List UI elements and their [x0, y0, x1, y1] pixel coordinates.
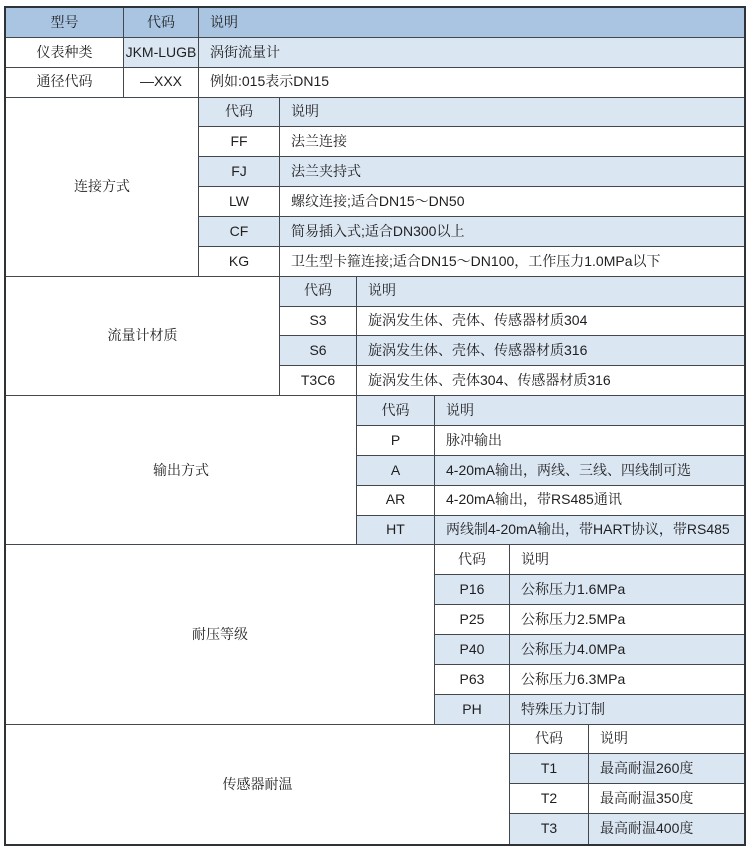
- section-label-cell: 连接方式: [6, 98, 199, 277]
- code-cell: FF: [199, 127, 280, 157]
- desc-cell: 螺纹连接;适合DN15～DN50: [280, 187, 744, 217]
- code-cell: S6: [280, 336, 357, 366]
- code-cell: HT: [357, 516, 435, 546]
- code-cell: P25: [435, 605, 510, 635]
- code-cell: A: [357, 456, 435, 486]
- column-header-model: 型号: [6, 8, 124, 38]
- column-header-code: 代码: [124, 8, 199, 38]
- code-cell: S3: [280, 307, 357, 337]
- column-header-desc: 说明: [199, 8, 744, 38]
- model-selection-table: [4, 6, 746, 846]
- desc-cell: 4-20mA输出，两线、三线、四线制可选: [435, 456, 744, 486]
- desc-cell: 旋涡发生体、壳体、传感器材质316: [357, 336, 744, 366]
- code-cell: KG: [199, 247, 280, 277]
- desc-cell: 最高耐温400度: [589, 814, 744, 844]
- desc-cell: 简易插入式;适合DN300以上: [280, 217, 744, 247]
- row-label-cell: 通径代码: [6, 68, 124, 98]
- desc-cell: 公称压力1.6MPa: [510, 575, 744, 605]
- code-cell: —XXX: [124, 68, 199, 98]
- code-cell: FJ: [199, 157, 280, 187]
- code-cell: T1: [510, 754, 589, 784]
- desc-cell: 法兰夹持式: [280, 157, 744, 187]
- code-cell: JKM-LUGB: [124, 38, 199, 68]
- section-code-header-cell: 代码: [199, 98, 280, 128]
- desc-cell: 旋涡发生体、壳体、传感器材质304: [357, 307, 744, 337]
- section-label-cell: 流量计材质: [6, 277, 280, 396]
- desc-cell: 脉冲输出: [435, 426, 744, 456]
- code-cell: P40: [435, 635, 510, 665]
- code-cell: T3: [510, 814, 589, 844]
- desc-cell: 卫生型卡箍连接;适合DN15～DN100，工作压力1.0MPa以下: [280, 247, 744, 277]
- code-cell: P: [357, 426, 435, 456]
- code-cell: T3C6: [280, 366, 357, 396]
- section-label-cell: 传感器耐温: [6, 725, 510, 844]
- section-desc-header-cell: 说明: [510, 545, 744, 575]
- desc-cell: 公称压力4.0MPa: [510, 635, 744, 665]
- row-label-cell: 仪表种类: [6, 38, 124, 68]
- desc-cell: 公称压力6.3MPa: [510, 665, 744, 695]
- code-cell: P16: [435, 575, 510, 605]
- code-cell: CF: [199, 217, 280, 247]
- desc-cell: 特殊压力订制: [510, 695, 744, 725]
- desc-cell: 两线制4-20mA输出，带HART协议，带RS485: [435, 516, 744, 546]
- desc-cell: 最高耐温260度: [589, 754, 744, 784]
- section-label-cell: 耐压等级: [6, 545, 435, 724]
- desc-cell: 公称压力2.5MPa: [510, 605, 744, 635]
- desc-cell: 涡街流量计: [199, 38, 744, 68]
- section-code-header-cell: 代码: [280, 277, 357, 307]
- code-cell: P63: [435, 665, 510, 695]
- section-code-header-cell: 代码: [357, 396, 435, 426]
- code-cell: AR: [357, 486, 435, 516]
- section-desc-header-cell: 说明: [280, 98, 744, 128]
- section-desc-header-cell: 说明: [357, 277, 744, 307]
- code-cell: LW: [199, 187, 280, 217]
- section-label-cell: 输出方式: [6, 396, 357, 545]
- section-code-header-cell: 代码: [510, 725, 589, 755]
- section-desc-header-cell: 说明: [589, 725, 744, 755]
- desc-cell: 最高耐温350度: [589, 784, 744, 814]
- desc-cell: 旋涡发生体、壳体304、传感器材质316: [357, 366, 744, 396]
- code-cell: T2: [510, 784, 589, 814]
- desc-cell: 4-20mA输出，带RS485通讯: [435, 486, 744, 516]
- section-desc-header-cell: 说明: [435, 396, 744, 426]
- desc-cell: 例如:015表示DN15: [199, 68, 744, 98]
- desc-cell: 法兰连接: [280, 127, 744, 157]
- section-code-header-cell: 代码: [435, 545, 510, 575]
- code-cell: PH: [435, 695, 510, 725]
